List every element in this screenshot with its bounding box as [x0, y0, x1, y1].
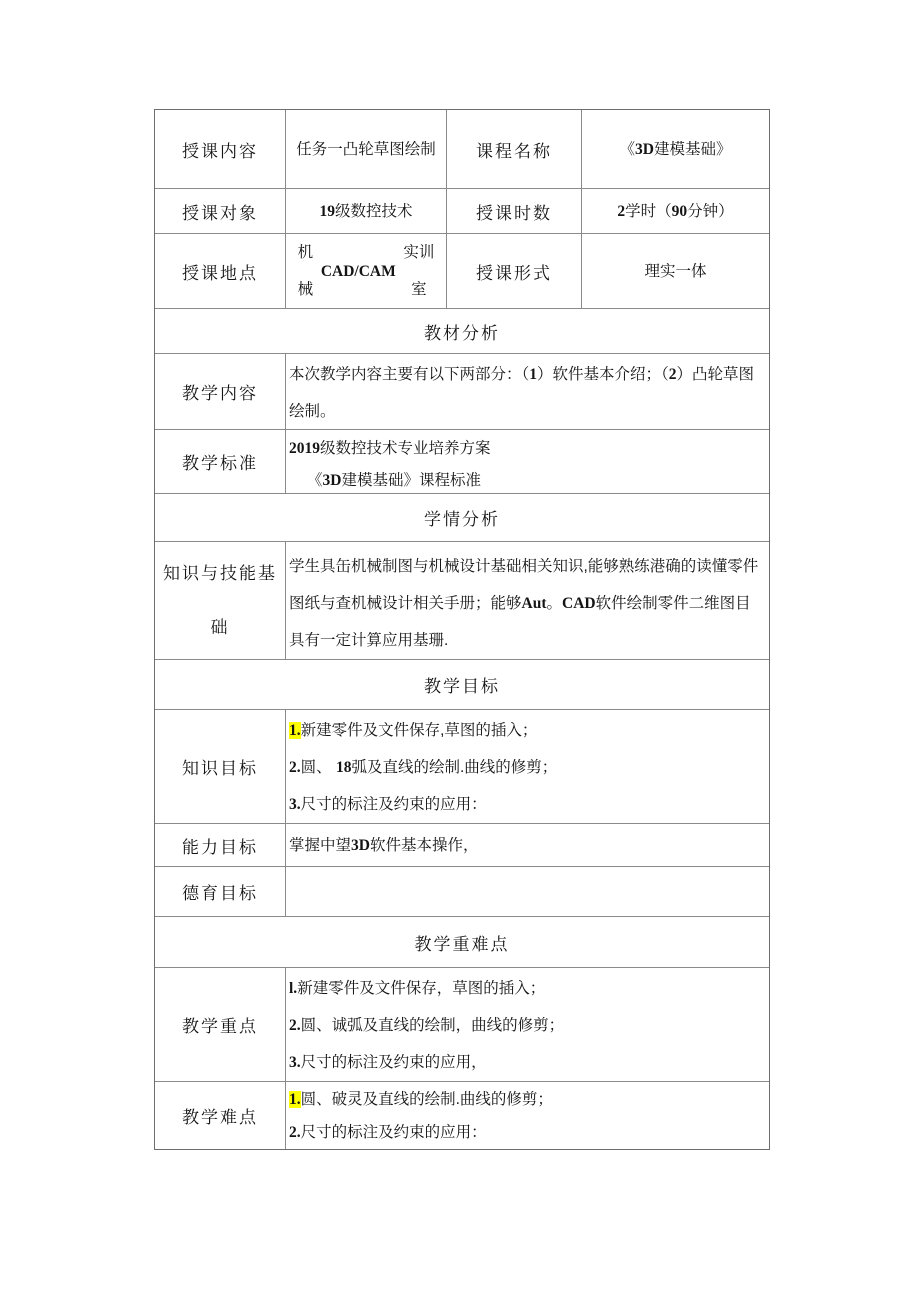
difficult-point-item2: 2.尺寸的标注及约束的应用： — [289, 1124, 487, 1141]
section-header-learner-analysis — [155, 493, 769, 541]
label-teaching-content: 教学内容 — [182, 384, 258, 403]
info-row-course — [155, 110, 769, 188]
teaching-standard-line2: 《3D建模基础》课程标准 — [307, 472, 481, 489]
moral-goal-text — [285, 867, 769, 916]
value-course-name: 《 3D 建模基础》 — [581, 110, 769, 188]
row-moral-goal — [155, 866, 769, 916]
key-point-item2: 2.圆、诚弧及直线的绘制，曲线的修剪； — [289, 1017, 565, 1034]
value-teaching-location: 机械 CAD/CAM 实训室 — [285, 234, 446, 308]
value-teaching-hours: 2 学时（ 90 分钟） — [581, 189, 769, 233]
teaching-standard-line1: 2019级数控技术专业培养方案 — [289, 440, 491, 457]
section-header-text: 教学重难点 — [414, 934, 510, 954]
label-teaching-key-points: 教学重点 — [182, 1017, 258, 1036]
row-teaching-standard — [155, 429, 769, 493]
label-knowledge-skill-base: 知识与技能基础 — [163, 563, 277, 637]
knowledge-skill-base-text: 学生具缶机械制图与机械设计基础相关知识,能够熟练港确的读懂零件图纸与查机械设计相关手册；能够Aut。CAD软件绘制零件二维图目具有一定计算应用基珊. — [285, 542, 769, 659]
ability-goal-text: 掌握中望 3D 软件基本操作， — [285, 824, 769, 866]
knowledge-goal-item3: 3.尺寸的标注及约束的应用： — [289, 796, 487, 813]
section-header-key-difficult-points — [155, 916, 769, 967]
row-teaching-difficult-points — [155, 1081, 769, 1149]
knowledge-goal-item2: 2.圆、 18弧及直线的绘制.曲线的修剪； — [289, 759, 558, 776]
lesson-plan-table — [154, 109, 770, 1150]
teaching-key-points-content — [285, 968, 769, 1081]
teaching-standard-text — [285, 430, 769, 493]
highlight-marker: 1. — [289, 1091, 301, 1108]
label-teaching-hours: 授课时数 — [446, 189, 581, 233]
value-teaching-audience: 19 级数控技术 — [285, 189, 446, 233]
knowledge-goal-content — [285, 710, 769, 823]
info-row-location — [155, 233, 769, 308]
value-teaching-content-title: 任务一凸轮草图绘制 — [285, 110, 446, 188]
label-teaching-form: 授课形式 — [446, 234, 581, 308]
knowledge-goal-item1-text: 新建零件及文件保存,草图的插入； — [300, 722, 538, 739]
label-teaching-content-title: 授课内容 — [182, 141, 258, 161]
key-point-item1: l.新建零件及文件保存，草图的插入； — [289, 980, 546, 997]
info-row-audience — [155, 188, 769, 233]
teaching-content-text: 本次教学内容主要有以下两部分：（1）软件基本介绍；（2）凸轮草图绘制。 — [285, 354, 769, 429]
row-knowledge-skill-base — [155, 541, 769, 659]
row-ability-goal — [155, 823, 769, 866]
row-teaching-key-points — [155, 967, 769, 1081]
row-knowledge-goal — [155, 709, 769, 823]
label-teaching-difficult-points: 教学难点 — [182, 1108, 258, 1127]
teaching-difficult-points-content — [285, 1082, 769, 1149]
label-teaching-location: 授课地点 — [182, 263, 258, 283]
row-teaching-content — [155, 353, 769, 429]
highlight-marker: 1. — [289, 722, 301, 739]
difficult-point-item1 — [289, 1083, 761, 1116]
difficult-point-item1-text: 圆、破灵及直线的绘制.曲线的修剪； — [300, 1091, 553, 1108]
knowledge-goal-item1 — [289, 712, 761, 749]
section-header-text: 教学目标 — [424, 677, 500, 696]
label-teaching-audience: 授课对象 — [182, 203, 258, 223]
label-ability-goal: 能力目标 — [182, 837, 258, 857]
label-teaching-standard: 教学标准 — [182, 454, 258, 473]
label-knowledge-goal: 知识目标 — [182, 759, 258, 778]
section-header-teaching-goals — [155, 659, 769, 709]
key-point-item3: 3.尺寸的标注及约束的应用， — [289, 1054, 487, 1071]
section-header-text: 学情分析 — [424, 510, 500, 529]
section-header-text: 教材分析 — [424, 323, 500, 343]
label-moral-goal: 德育目标 — [182, 884, 258, 903]
value-teaching-form: 理实一体 — [581, 234, 769, 308]
section-header-material-analysis — [155, 308, 769, 353]
label-course-name: 课程名称 — [446, 110, 581, 188]
